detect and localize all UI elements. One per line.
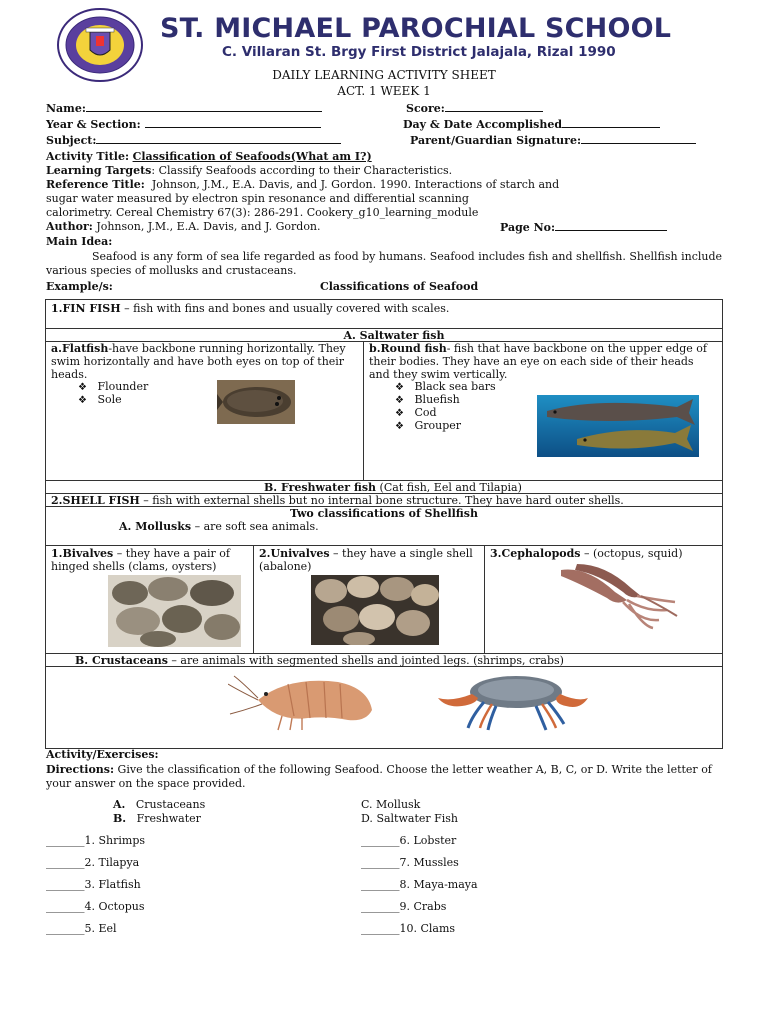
fin-fish-title: 1.FIN FISH <box>51 302 121 315</box>
subject-label: Subject: <box>46 134 97 147</box>
examples-label: Example/s: <box>46 280 113 293</box>
choice-text: Saltwater Fish <box>376 812 459 825</box>
school-name: ST. MICHAEL PAROCHIAL SCHOOL <box>160 13 672 44</box>
choice-letter: D. <box>361 812 373 825</box>
mollusks-row <box>119 520 319 533</box>
bivalves-image <box>108 575 241 647</box>
doc-subtitle: ACT. 1 WEEK 1 <box>337 84 431 98</box>
shrimp-image <box>228 670 378 732</box>
activity-label: Activity/Exercises: <box>46 748 159 761</box>
name-label: Name: <box>46 102 86 115</box>
exercise-item-7[interactable]: _______7. Mussles <box>361 856 459 869</box>
shell-fish-row <box>51 494 624 507</box>
roundfish-desc <box>369 342 717 381</box>
choice-d <box>361 812 458 825</box>
crustaceans-desc: – are animals with segmented shells and jointed legs. (shrimps, crabs) <box>167 654 564 667</box>
exercise-item-4[interactable]: _______4. Octopus <box>46 900 145 913</box>
roundfish-item-label: Cod <box>414 406 437 419</box>
cephalopods-text: – (octopus, squid) <box>580 547 683 560</box>
directions-line-2: your answer on the space provided. <box>46 777 246 790</box>
exercise-item-9[interactable]: _______9. Crabs <box>361 900 447 913</box>
activity-title-label: Activity Title: <box>46 150 130 163</box>
parent-signature-blank[interactable] <box>581 133 696 144</box>
roundfish-item <box>395 380 496 394</box>
univalves-text: – they have a single shell (abalone) <box>259 547 473 573</box>
choice-c <box>361 798 420 811</box>
roundfish-image <box>537 395 699 457</box>
page-no-blank[interactable] <box>555 220 667 231</box>
reference-label: Reference Title: <box>46 178 145 191</box>
bivalves-desc <box>51 547 249 573</box>
choice-letter: B. <box>113 812 127 825</box>
roundfish-text: - fish that have backbone on the upper edge of their bodies. They have an eye on each side of their heads and they swim vertically. <box>369 342 707 381</box>
reference-line-3: calorimetry. Cereal Chemistry 67(3): 286-291. Cookery_g10_learning_module <box>46 206 479 219</box>
crustaceans-row <box>75 654 564 667</box>
choice-b <box>113 812 201 825</box>
score-label: Score: <box>406 102 445 115</box>
exercise-item-5[interactable]: _______5. Eel <box>46 922 117 935</box>
univalves-desc <box>259 547 481 573</box>
author-label: Author: <box>46 220 93 233</box>
main-idea-line-2: various species of mollusks and crustaceans. <box>46 264 297 277</box>
choice-text: Crustaceans <box>135 798 206 811</box>
roundfish-item-label: Black sea bars <box>414 380 496 393</box>
roundfish-title: b.Round fish <box>369 342 447 355</box>
subject-field[interactable] <box>46 133 341 147</box>
classifications-heading: Classifications of Seafood <box>320 280 479 293</box>
choice-a <box>113 798 205 811</box>
univalves-title: 2.Univalves <box>259 547 330 560</box>
exercise-item-8[interactable]: _______8. Maya-maya <box>361 878 478 891</box>
flatfish-text: -have backbone running horizontally. They swim horizontally and have both eyes on top of their heads. <box>51 342 346 381</box>
page-no-label: Page No: <box>500 221 556 234</box>
fin-fish-desc: – fish with fins and bones and usually covered with scales. <box>120 302 450 315</box>
flatfish-item <box>78 380 148 394</box>
flatfish-title: a.Flatfish <box>51 342 109 355</box>
univalves-image <box>311 575 439 645</box>
date-blank[interactable] <box>562 117 660 128</box>
main-idea-line-1: Seafood is any form of sea life regarded as food by humans. Seafood includes fish and shellfish. Shellfish include <box>92 250 723 263</box>
bullet-diamond-icon: ❖ <box>78 395 87 406</box>
choice-text: Freshwater <box>136 812 201 825</box>
roundfish-item <box>395 419 461 433</box>
reference-line-2: sugar water measured by electron spin resonance and differential scanning <box>46 192 469 205</box>
author-value: Johnson, J.M., E.A. Davis, and J. Gordon. <box>96 220 321 233</box>
exercise-item-3[interactable]: _______3. Flatfish <box>46 878 141 891</box>
score-field[interactable] <box>406 101 543 115</box>
activity-title <box>46 150 372 163</box>
roundfish-item <box>395 393 460 407</box>
date-field[interactable] <box>403 117 660 131</box>
bullet-diamond-icon: ❖ <box>395 408 404 419</box>
reference-line-1: Johnson, J.M., E.A. Davis, and J. Gordon. 1990. Interactions of starch and <box>151 178 560 191</box>
freshwater-title: B. Freshwater fish <box>264 481 377 494</box>
roundfish-item-label: Bluefish <box>414 393 460 406</box>
bullet-diamond-icon: ❖ <box>395 395 404 406</box>
crustaceans-title: B. Crustaceans <box>75 654 168 667</box>
year-section-field[interactable] <box>46 117 321 131</box>
flatfish-item <box>78 393 122 407</box>
roundfish-item <box>395 406 437 420</box>
saltwater-heading: A. Saltwater fish <box>343 329 445 342</box>
name-field[interactable] <box>46 101 322 115</box>
directions-line-1 <box>46 763 712 776</box>
score-blank[interactable] <box>445 101 543 112</box>
directions-label: Directions: <box>46 763 115 776</box>
cephalopods-desc <box>490 547 718 560</box>
bullet-diamond-icon: ❖ <box>395 421 404 432</box>
exercise-item-10[interactable]: _______10. Clams <box>361 922 456 935</box>
freshwater-desc: (Cat fish, Eel and Tilapia) <box>376 481 522 494</box>
exercise-item-1[interactable]: _______1. Shrimps <box>46 834 146 847</box>
flatfish-image <box>217 380 295 424</box>
bullet-diamond-icon: ❖ <box>395 382 404 393</box>
freshwater-row <box>264 481 522 494</box>
choice-text: Mollusk <box>376 798 421 811</box>
bullet-diamond-icon: ❖ <box>78 382 87 393</box>
cephalopods-title: 3.Cephalopods <box>490 547 581 560</box>
exercise-item-6[interactable]: _______6. Lobster <box>361 834 457 847</box>
date-label: Day & Date Accomplished <box>403 118 563 131</box>
roundfish-item-label: Grouper <box>414 419 462 432</box>
mollusks-desc: – are soft sea animals. <box>191 520 319 533</box>
crab-image <box>432 668 590 732</box>
reference-title <box>46 178 559 191</box>
shell-fish-title: 2.SHELL FISH <box>51 494 140 507</box>
doc-title: DAILY LEARNING ACTIVITY SHEET <box>272 68 496 82</box>
flatfish-item-label: Sole <box>97 393 122 406</box>
choice-letter: A. <box>113 798 126 811</box>
cephalopods-image <box>557 562 681 632</box>
learning-targets-value: : Classify Seafoods according to their Characteristics. <box>151 164 453 177</box>
activity-title-value: Classification of Seafoods(What am I?) <box>132 150 372 163</box>
bivalves-title: 1.Bivalves <box>51 547 114 560</box>
parent-signature-label: Parent/Guardian Signature: <box>410 134 582 147</box>
learning-targets-label: Learning Targets <box>46 164 152 177</box>
year-section-label: Year & Section: <box>46 118 141 131</box>
page-no-field[interactable] <box>500 220 667 234</box>
parent-signature-field[interactable] <box>410 133 696 147</box>
exercise-item-2[interactable]: _______2. Tilapya <box>46 856 140 869</box>
bivalves-text: – they have a pair of hinged shells (clams, oysters) <box>51 547 230 573</box>
two-classifications-heading: Two classifications of Shellfish <box>289 507 478 520</box>
fin-fish-row <box>51 302 449 315</box>
main-idea-label: Main Idea: <box>46 235 113 248</box>
year-section-blank[interactable] <box>145 117 321 128</box>
flatfish-item-label: Flounder <box>97 380 149 393</box>
flatfish-desc <box>51 342 359 381</box>
school-address: C. Villaran St. Brgy First District Jalajala, Rizal 1990 <box>222 44 616 60</box>
subject-blank[interactable] <box>96 133 341 144</box>
name-blank[interactable] <box>86 101 322 112</box>
choice-letter: C. <box>361 798 373 811</box>
directions-text: Give the classification of the following Seafood. Choose the letter weather A, B, C, or D. Write the letter of <box>114 763 712 776</box>
learning-targets <box>46 164 452 177</box>
author <box>46 220 321 233</box>
mollusks-title: A. Mollusks <box>119 520 192 533</box>
shell-fish-desc: – fish with external shells but no internal bone structure. They have hard outer shells. <box>139 494 624 507</box>
